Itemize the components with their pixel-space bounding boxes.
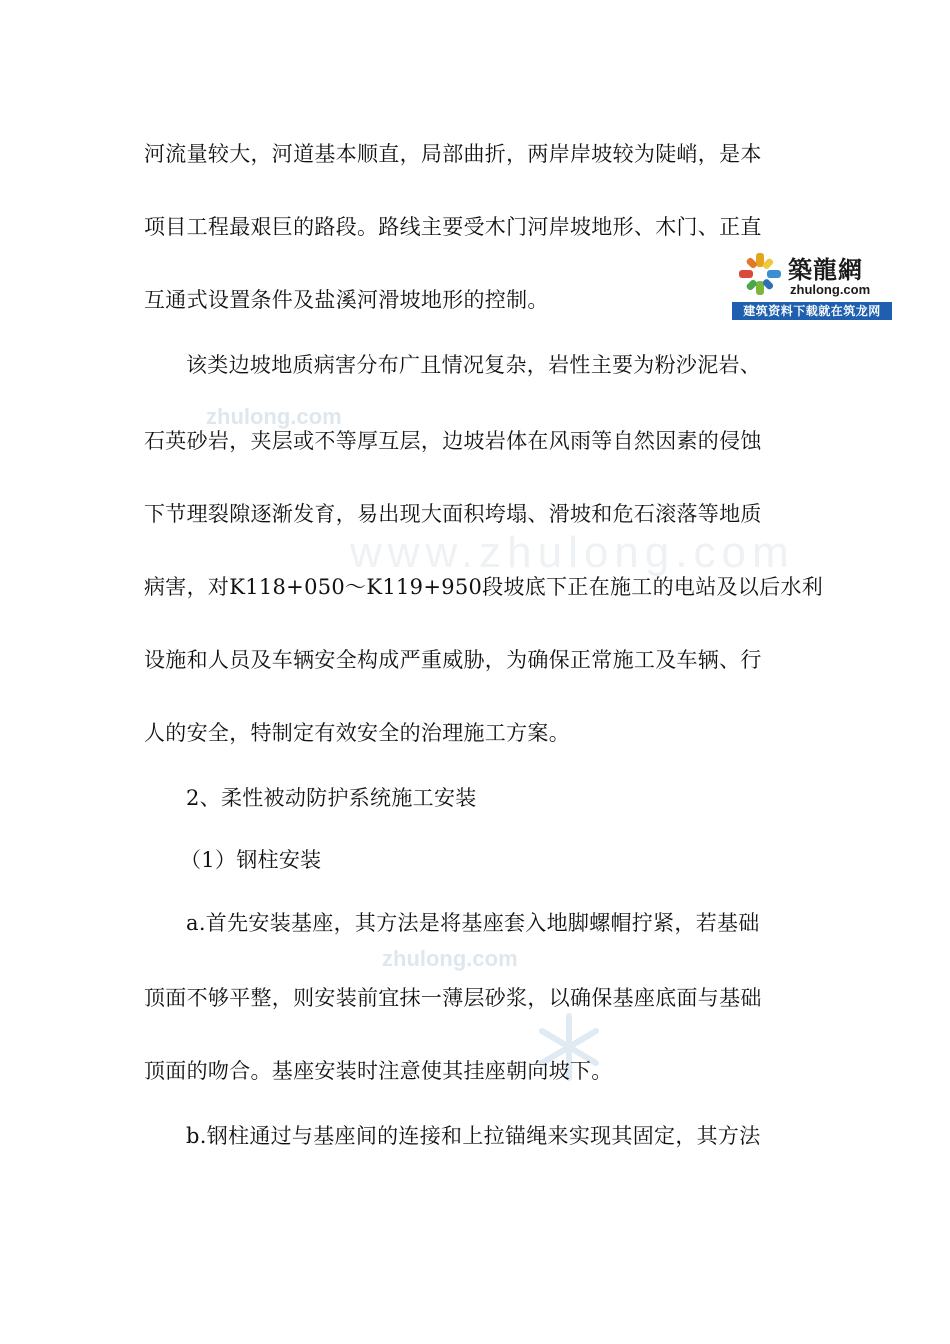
text-line-2: 项目工程最艰巨的路段。路线主要受木门河岸坡地形、木门、正直 (144, 215, 762, 239)
logo-domain: zhulong.com (790, 282, 871, 297)
text-line-8: 设施和人员及车辆安全构成严重威胁，为确保正常施工及车辆、行 (144, 648, 762, 672)
text-line-12: a.首先安装基座，其方法是将基座套入地脚螺帽拧紧，若基础 (186, 911, 760, 935)
text-line-3: 互通式设置条件及盐溪河滑坡地形的控制。 (144, 288, 549, 312)
watermark-zhulong-2: zhulong.com (382, 946, 518, 971)
subsection-heading: （1）钢柱安装 (180, 848, 322, 872)
text-line-14: 顶面的吻合。基座安装时注意使其挂座朝向坡下。 (144, 1059, 613, 1083)
watermark-www-zhulong: www.zhulong.com (350, 528, 795, 577)
text-line-1: 河流量较大，河道基本顺直，局部曲折，两岸岸坡较为陡峭，是本 (144, 142, 762, 166)
pinwheel-logo-icon (738, 252, 782, 296)
logo-tagline: 建筑资料下载就在筑龙网 (732, 302, 892, 320)
watermark-zhulong-1: zhulong.com (206, 404, 342, 429)
text-line-4: 该类边坡地质病害分布广且情况复杂，岩性主要为粉沙泥岩、 (186, 353, 762, 377)
section-heading: 2、柔性被动防护系统施工安装 (186, 786, 477, 810)
text-line-7: 病害，对K118+050～K119+950段坡底下正在施工的电站及以后水利 (144, 575, 823, 599)
text-line-6: 下节理裂隙逐渐发育，易出现大面积垮塌、滑坡和危石滚落等地质 (144, 502, 762, 526)
text-line-9: 人的安全，特制定有效安全的治理施工方案。 (144, 721, 570, 745)
text-line-5: 石英砂岩，夹层或不等厚互层，边坡岩体在风雨等自然因素的侵蚀 (144, 429, 762, 453)
zhulong-logo (732, 248, 892, 320)
text-line-15: b.钢柱通过与基座间的连接和上拉锚绳来实现其固定，其方法 (186, 1124, 761, 1148)
text-line-13: 顶面不够平整，则安装前宜抹一薄层砂浆，以确保基座底面与基础 (144, 986, 762, 1010)
logo-name: 築龍網 (788, 256, 863, 284)
